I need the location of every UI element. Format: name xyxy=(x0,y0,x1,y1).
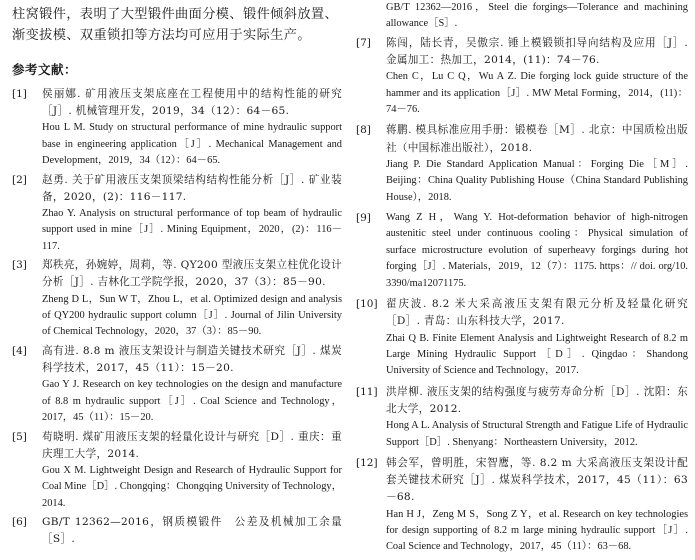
reference-english-text: Han H J，Zeng M S，Song Z Y，et al. Research on key technologies for design supporting of 8.2 m large mining hydraulic support［J］. Coal Science and Technology，2017，45（11）：63－68. xyxy=(386,508,688,553)
reference-chinese-text: 郑秩亮，孙婉婷，周莉，等. QY200 型液压支架立柱优化设计分析［J］. 吉林化工学院学报，2020，37（3）：85－90. xyxy=(42,259,342,289)
reference-english-text: Hong A L. Analysis of Structural Strength and Fatigue Life of Hydraulic Support［D］. Shenyang：Northeastern University，2012. xyxy=(386,420,688,448)
reference-english-text: Wang Z H，Wang Y. Hot-deformation behavior of high-nitrogen austenitic steel under continuous cooling：Physical simulation of surface microstructure evolution of superheavy forgings during hot forging［J］. Materials，2019，12（7）：1175. https：// doi. org/10. 3390/ma12071175. xyxy=(386,212,688,289)
reference-chinese-text: 赵勇. 关于矿用液压支架顶梁结构结构性能分析［J］. 矿业装备，2020，(2)：116－117. xyxy=(42,173,342,203)
reference-item xyxy=(12,514,342,548)
reference-number: [9] xyxy=(356,212,371,225)
reference-item xyxy=(356,384,688,451)
reference-item xyxy=(12,429,342,513)
left-reference-list xyxy=(12,86,342,549)
reference-chinese-text: 高有进. 8.8 m 液压支架设计与制造关键技术研究［J］. 煤炭科学技术，2017，45（11）：15－20. xyxy=(42,344,342,375)
reference-item xyxy=(12,257,342,341)
reference-english-text: Zhai Q B. Finite Element Analysis and Lightweight Research of 8.2 m Large Mining Hydraulic Support［D］. Qingdao：Shandong University of Science and Technology，2017. xyxy=(386,332,688,377)
reference-chinese-text: 翟庆波. 8.2 米大采高液压支架有限元分析及轻量化研究［D］. 青岛：山东科技大学，2017. xyxy=(386,298,688,328)
reference-number: [4] xyxy=(12,344,27,357)
reference-number: [1] xyxy=(12,88,27,100)
reference-chinese-text: 苟晓明. 煤矿用液压支架的轻量化设计与研究［D］. 重庆：重庆理工大学，2014. xyxy=(42,430,342,460)
reference-number: [8] xyxy=(356,124,371,137)
reference-number: [6] xyxy=(12,516,27,529)
references-heading: 参考文献： xyxy=(12,62,78,77)
right-reference-list xyxy=(356,35,688,556)
reference-continuation: GB/T 12362—2016，Steel die forgings—Tolerance and machining allowance［S］. xyxy=(386,2,688,30)
right-column xyxy=(356,0,688,560)
reference-english-text: Hou L M. Study on structural performance of mine hydraulic support base in engineering application［J］. Mechanical Management and Development，2019，34（12）：64－65. xyxy=(42,122,342,167)
reference-chinese-text: 陈闯，陆长青，吴傲宗. 锤上模锻锁扣导向结构及应用［J］. 金属加工：热加工，2014，(11)：74－76. xyxy=(386,36,688,67)
left-column xyxy=(12,0,342,551)
reference-item xyxy=(356,296,688,380)
reference-number: [12] xyxy=(356,456,378,469)
reference-item xyxy=(356,455,688,556)
reference-english-text: Gou X M. Lightweight Design and Research of Hydraulic Support for Coal Mine［D］. Chongqing：Chongqing University of Technology，2014. xyxy=(42,464,342,509)
reference-number: [7] xyxy=(356,36,371,49)
reference-number: [10] xyxy=(356,298,378,311)
intro-paragraph: 柱窝锻件，表明了大型锻件曲面分模、锻件倾斜放置、渐变拔模、双重锁扣等方法均可应用于实际生产。 xyxy=(12,7,339,43)
reference-number: [11] xyxy=(356,385,378,398)
reference-english-text: Jiang P. Die Standard Application Manual：Forging Die［M］. Beijing：China Quality Publishing House（China Standard Publishing House），2018. xyxy=(386,158,688,203)
reference-english-text: Chen C，Lu C Q，Wu A Z. Die forging lock guide structure of the hammer and its application［J］. MW Metal Forming，2014，(11)：74－76. xyxy=(386,71,688,116)
reference-item xyxy=(356,210,688,292)
reference-item xyxy=(356,122,688,206)
reference-english-text: Zhao Y. Analysis on structural performance of top beam of hydraulic support used in mine［J］. Mining Equipment，2020，(2)：116－117. xyxy=(42,208,342,252)
reference-number: [3] xyxy=(12,259,27,272)
reference-number: [5] xyxy=(12,430,27,443)
reference-chinese-text: 洪岸柳. 液压支架的结构强度与疲劳寿命分析［D］. 沈阳：东北大学，2012. xyxy=(386,385,688,415)
reference-item xyxy=(12,86,342,170)
reference-item xyxy=(12,172,342,256)
reference-item xyxy=(12,343,342,427)
reference-item xyxy=(356,35,688,119)
reference-english-text: Zheng D L，Sun W T，Zhou L，et al. Optimized design and analysis of QY200 hydraulic support column［J］. Journal of Jilin University of Chemical Technology，2020，37（3）：85－90. xyxy=(42,293,342,338)
reference-number: [2] xyxy=(12,173,27,186)
reference-chinese-text: 侯丽娜. 矿用液压支架底座在工程使用中的结构性能的研究［J］. 机械管理开发，2019，34（12）：64－65. xyxy=(42,88,342,118)
reference-chinese-text: 蒋鹏. 模具标准应用手册：锻模卷［M］. 北京：中国质检出版社（中国标准出版社），2018. xyxy=(386,124,688,154)
reference-chinese-text: GB/T 12362—2016，钢质模锻件 公差及机械加工余量［S］. xyxy=(42,516,342,546)
reference-english-text: Gao Y J. Research on key technologies on the design and manufacture of 8.8 m hydraulic support［J］. Coal Science and Technology，2017，45（11）：15－20. xyxy=(42,379,342,424)
reference-chinese-text: 韩会军，曾明胜，宋智鹰，等. 8.2 m 大采高液压支架设计配套关键技术研究［J］. 煤炭科学技术，2017，45（11）：63－68. xyxy=(386,456,688,504)
